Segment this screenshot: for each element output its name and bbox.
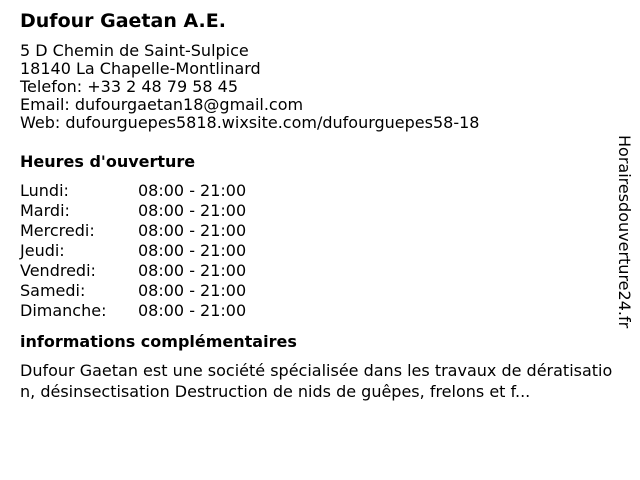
time-range: 08:00 - 21:00 (138, 181, 247, 200)
additional-info-text: Dufour Gaetan est une société spécialisée dans les travaux de dératisation, désinsectisation Destruction de nids de guêpes, frelons et f... (20, 361, 613, 401)
day-label: Mardi: (20, 201, 70, 220)
day-label: Vendredi: (20, 261, 96, 280)
hours-row-vendredi (20, 261, 246, 281)
day-label: Lundi: (20, 181, 69, 200)
business-name: Dufour Gaetan A.E. (20, 10, 226, 32)
time-range: 08:00 - 21:00 (138, 241, 247, 260)
site-watermark[interactable]: Horairesdouverture24.fr (615, 135, 634, 329)
day-label: Samedi: (20, 281, 86, 300)
day-label: Jeudi: (20, 241, 65, 260)
time-range: 08:00 - 21:00 (138, 301, 247, 320)
additional-info-heading: informations complémentaires (20, 332, 297, 351)
address-city: 18140 La Chapelle-Montlinard (20, 59, 261, 78)
phone-number[interactable]: Telefon: +33 2 48 79 58 45 (20, 77, 239, 96)
opening-hours-table (20, 181, 246, 321)
contact-block (20, 42, 610, 132)
email-address[interactable]: Email: dufourgaetan18@gmail.com (20, 95, 304, 114)
time-range: 08:00 - 21:00 (138, 221, 247, 240)
day-label: Mercredi: (20, 221, 95, 240)
address-street: 5 D Chemin de Saint-Sulpice (20, 41, 249, 60)
hours-row-jeudi (20, 241, 246, 261)
hours-row-samedi (20, 281, 246, 301)
hours-row-mercredi (20, 221, 246, 241)
business-card (20, 8, 613, 402)
time-range: 08:00 - 21:00 (138, 261, 247, 280)
hours-row-lundi (20, 181, 246, 201)
website-link[interactable]: Web: dufourguepes5818.wixsite.com/dufourguepes58-18 (20, 113, 480, 132)
hours-row-mardi (20, 201, 246, 221)
time-range: 08:00 - 21:00 (138, 201, 247, 220)
day-label: Dimanche: (20, 301, 107, 320)
opening-hours-heading: Heures d'ouverture (20, 152, 196, 171)
hours-row-dimanche (20, 301, 246, 321)
time-range: 08:00 - 21:00 (138, 281, 247, 300)
